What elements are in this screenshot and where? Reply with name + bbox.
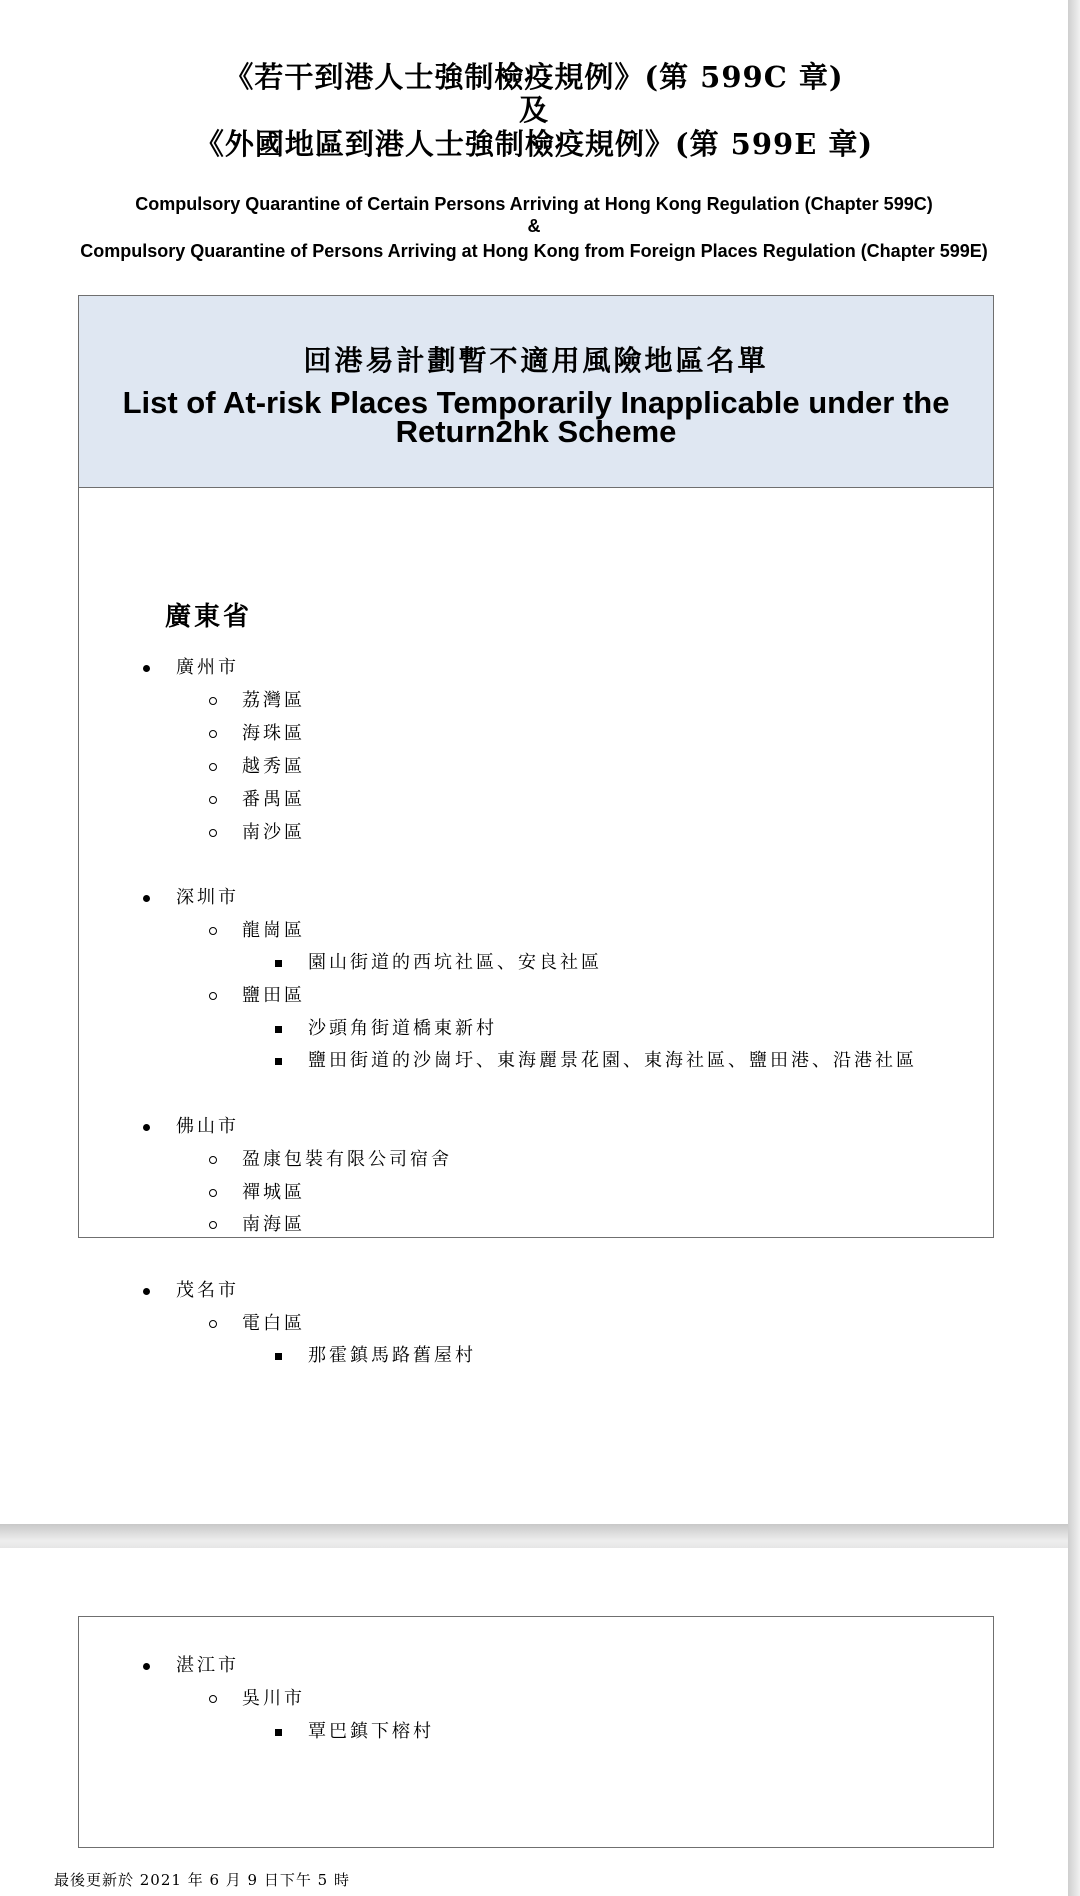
city-item [176,1654,239,1678]
bullet-square-icon [275,1058,282,1065]
district-item [242,722,305,746]
regulation-title-en-599e: Compulsory Quarantine of Persons Arriving at Hong Kong from Foreign Places Regulation (Chapter 599E) [80,241,988,261]
district-item [242,1687,305,1711]
bullet-disc-icon [143,895,150,902]
district-item [242,919,305,943]
bullet-circle-icon [209,992,217,1000]
place-item [308,951,602,975]
district-item [242,755,305,779]
district-name: 吳川市 [242,1688,305,1709]
bullet-circle-icon [209,829,217,837]
district-name: 荔灣區 [242,690,305,711]
district-name: 電白區 [242,1313,305,1334]
district-name: 南海區 [242,1214,305,1235]
bullet-square-icon [275,960,282,967]
district-item [242,1312,305,1336]
city-name: 湛江市 [176,1655,239,1676]
place-name: 那霍鎮馬路舊屋村 [308,1345,476,1366]
bullet-circle-icon [209,1221,217,1229]
regulation-title-en-599c: Compulsory Quarantine of Certain Persons Arriving at Hong Kong Regulation (Chapter 599C) [135,194,933,214]
city-name: 深圳市 [176,887,239,908]
bullet-square-icon [275,1353,282,1360]
bullet-circle-icon [209,730,217,738]
place-name: 園山街道的西坑社區、安良社區 [308,952,602,973]
last-updated-note: 最後更新於 2021 年 6 月 9 日下午 5 時 [54,1871,350,1889]
at-risk-places-box-continued [78,1616,994,1848]
place-item [308,1017,497,1041]
city-name: 茂名市 [176,1280,239,1301]
city-item [176,886,239,910]
bullet-square-icon [275,1026,282,1033]
city-item [176,656,239,680]
list-title-zh: 回港易計劃暫不適用風險地區名單 [303,344,769,377]
regulation-title-zh-599c: 《若干到港人士強制檢疫規例》(第 599C 章) [224,60,844,94]
city-name: 佛山市 [176,1116,239,1137]
district-item [242,1213,305,1237]
bullet-circle-icon [209,927,217,935]
district-item [242,1148,452,1172]
district-name: 盈康包裝有限公司宿舍 [242,1149,452,1170]
district-name: 龍崗區 [242,920,305,941]
district-name: 南沙區 [242,822,305,843]
list-title-en-line1: List of At-risk Places Temporarily Inapplicable under the [122,385,950,420]
district-name: 鹽田區 [242,985,305,1006]
page-edge-shadow [1068,0,1080,1896]
bullet-square-icon [275,1729,282,1736]
district-item [242,984,305,1008]
list-title-en-line2: Return2hk Scheme [395,414,677,449]
place-name: 覃巴鎮下榕村 [308,1721,434,1742]
bullet-circle-icon [209,1320,217,1328]
bullet-circle-icon [209,763,217,771]
district-name: 番禺區 [242,789,305,810]
city-name: 廣州市 [176,657,239,678]
city-item [176,1279,239,1303]
province-heading: 廣東省 [165,602,253,632]
bullet-disc-icon [143,1288,150,1295]
place-item [308,1720,434,1744]
place-name: 鹽田街道的沙崗圩、東海麗景花園、東海社區、鹽田港、沿港社區 [308,1050,917,1071]
bullet-circle-icon [209,1695,217,1703]
bullet-circle-icon [209,1156,217,1164]
place-name: 沙頭角街道橋東新村 [308,1018,497,1039]
district-name: 海珠區 [242,723,305,744]
bullet-circle-icon [209,796,217,804]
bullet-disc-icon [143,665,150,672]
district-item [242,788,305,812]
at-risk-places-header [79,296,993,488]
district-item [242,689,305,713]
place-item [308,1049,917,1073]
regulation-title-zh-and: 及 [518,93,549,127]
bullet-disc-icon [143,1663,150,1670]
district-name: 越秀區 [242,756,305,777]
bullet-disc-icon [143,1124,150,1131]
city-item [176,1115,239,1139]
place-item [308,1344,476,1368]
regulation-title-zh-599e: 《外國地區到港人士強制檢疫規例》(第 599E 章) [194,127,874,161]
bullet-circle-icon [209,1189,217,1197]
page-separator [0,1524,1080,1548]
bullet-circle-icon [209,697,217,705]
district-item [242,821,305,845]
district-item [242,1181,305,1205]
district-name: 禪城區 [242,1182,305,1203]
regulation-title-en-and: & [527,216,541,236]
